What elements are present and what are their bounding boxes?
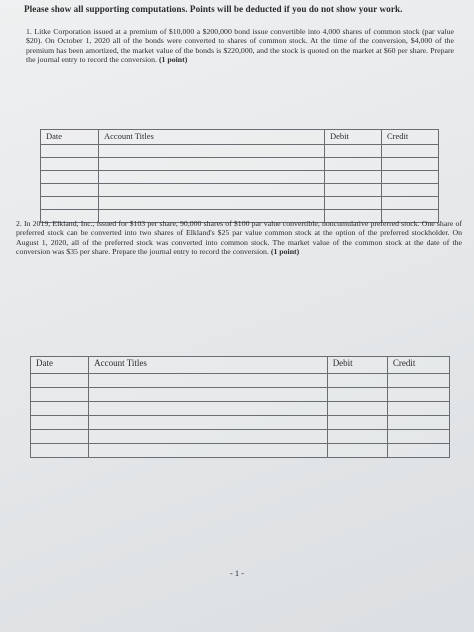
- question-1-text: 1. Litke Corporation issued at a premium of $10,000 a $200,000 bond issue convertible into 4,000 shares of common stock (par value $20). On October 1, 2020 all of the bonds were converted to shares of common stock. At the time of the conversion, $4,000 of the premium has been amortized, the market value of the bonds is $220,000, and the stock is quoted on the market at $60 per share. Prepare the journal entry to record the conversion.: [26, 27, 454, 65]
- question-2: [16, 219, 462, 257]
- table-cell[interactable]: [31, 402, 89, 416]
- page-number: - 1 -: [229, 568, 245, 578]
- table-cell[interactable]: [325, 197, 382, 210]
- question-2-points: (1 point): [270, 247, 300, 257]
- table-cell[interactable]: [89, 374, 328, 388]
- table-cell[interactable]: [325, 184, 382, 197]
- table-cell[interactable]: [382, 171, 439, 184]
- table-cell[interactable]: [327, 416, 387, 430]
- table-cell[interactable]: [89, 402, 328, 416]
- table-cell[interactable]: [89, 416, 328, 430]
- table-cell[interactable]: [387, 444, 449, 458]
- table-cell[interactable]: [325, 145, 382, 158]
- table-cell[interactable]: [327, 402, 387, 416]
- table-row: [41, 171, 439, 184]
- table-row: [31, 444, 450, 458]
- instructions-header: Please show all supporting computations. Points will be deducted if you do not show your work.: [24, 4, 403, 14]
- table-cell[interactable]: [382, 145, 439, 158]
- question-1-points: (1 point): [158, 55, 188, 65]
- debit-column-header: Debit: [327, 357, 387, 374]
- table-cell[interactable]: [31, 444, 89, 458]
- table-cell[interactable]: [99, 184, 325, 197]
- table-cell[interactable]: [99, 145, 325, 158]
- table-cell[interactable]: [99, 158, 325, 171]
- table-cell[interactable]: [387, 402, 449, 416]
- date-column-header: Date: [31, 357, 89, 374]
- question-2-text: 2. In 2019, Elkland, Inc., issued for $103 per share, 90,000 shares of $100 par value convertible, noncumulative preferred stock. One share of preferred stock can be converted into two shares of Elkland's $25 par value common stock at the option of the preferred stockholder. On August 1, 2020, all of the preferred stock was converted into common stock. The market value of the common stock at the date of the conversion was $35 per share. Prepare the journal entry to record the conversion.: [16, 219, 462, 257]
- table-cell[interactable]: [382, 197, 439, 210]
- table-cell[interactable]: [89, 444, 328, 458]
- table-cell[interactable]: [387, 388, 449, 402]
- table-row: [41, 184, 439, 197]
- table-cell[interactable]: [327, 444, 387, 458]
- table-cell[interactable]: [31, 416, 89, 430]
- table-cell[interactable]: [41, 145, 99, 158]
- credit-column-header: Credit: [382, 130, 439, 145]
- table-cell[interactable]: [387, 416, 449, 430]
- table-cell[interactable]: [89, 430, 328, 444]
- table-cell[interactable]: [41, 184, 99, 197]
- table-cell[interactable]: [325, 158, 382, 171]
- table-cell[interactable]: [89, 388, 328, 402]
- table-row: [41, 158, 439, 171]
- table-cell[interactable]: [31, 430, 89, 444]
- account-titles-column-header: Account Titles: [89, 357, 328, 374]
- table-cell[interactable]: [41, 158, 99, 171]
- table-cell[interactable]: [327, 388, 387, 402]
- account-titles-column-header: Account Titles: [99, 130, 325, 145]
- table-row: [31, 416, 450, 430]
- credit-column-header: Credit: [387, 357, 449, 374]
- table-cell[interactable]: [327, 430, 387, 444]
- table-cell[interactable]: [387, 374, 449, 388]
- table-row: [31, 402, 450, 416]
- journal-table-2: [30, 356, 450, 458]
- table-cell[interactable]: [382, 158, 439, 171]
- table-row: [31, 374, 450, 388]
- table-cell[interactable]: [41, 197, 99, 210]
- journal-table-2-header: [31, 357, 450, 374]
- table-row: [41, 145, 439, 158]
- table-row: [41, 197, 439, 210]
- journal-table-1: [40, 129, 439, 223]
- table-cell[interactable]: [382, 184, 439, 197]
- table-cell[interactable]: [325, 171, 382, 184]
- table-row: [31, 388, 450, 402]
- question-1: [26, 27, 454, 65]
- table-cell[interactable]: [387, 430, 449, 444]
- table-cell[interactable]: [327, 374, 387, 388]
- date-column-header: Date: [41, 130, 99, 145]
- journal-table-1-header: [41, 130, 439, 145]
- table-cell[interactable]: [99, 171, 325, 184]
- table-cell[interactable]: [99, 197, 325, 210]
- debit-column-header: Debit: [325, 130, 382, 145]
- table-cell[interactable]: [31, 374, 89, 388]
- table-cell[interactable]: [31, 388, 89, 402]
- table-cell[interactable]: [41, 171, 99, 184]
- table-row: [31, 430, 450, 444]
